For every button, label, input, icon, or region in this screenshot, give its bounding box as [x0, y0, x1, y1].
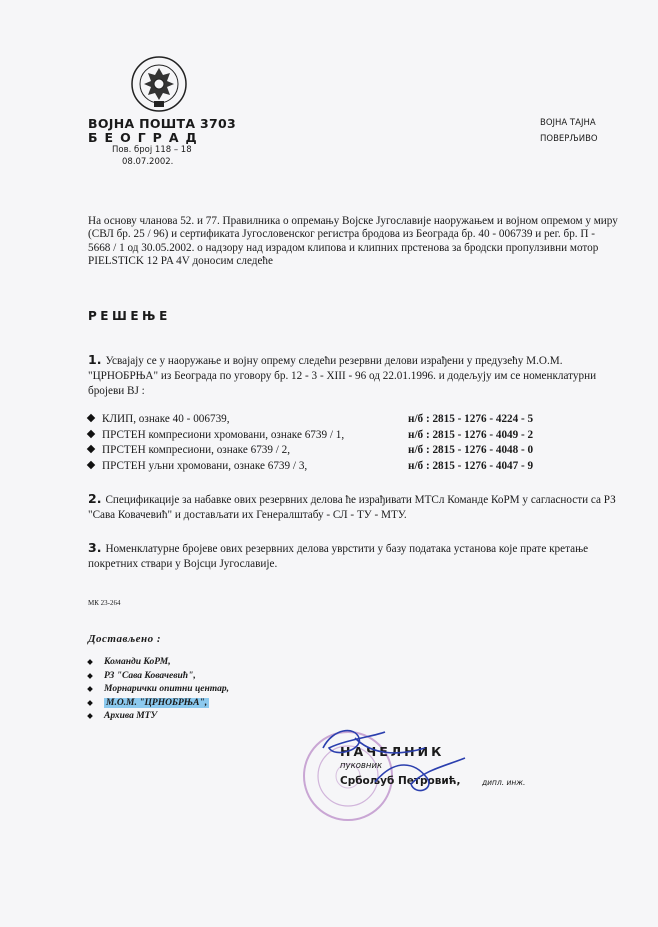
bullet-icon: [87, 659, 93, 665]
part-stock-number: н/б : 2815 - 1276 - 4224 - 5: [408, 413, 534, 425]
part-stock-number: н/б : 2815 - 1276 - 4048 - 0: [408, 444, 534, 456]
bullet-icon: [87, 700, 93, 706]
parts-list-item: [88, 429, 628, 445]
distribution-recipient-highlighted: М.О.М. "ЦРНОБРЊА",: [106, 697, 208, 708]
distribution-recipient: Архива МТУ: [104, 711, 158, 721]
signatory-rank: пуковник: [340, 761, 383, 771]
classification-confidential: ПОВЕРЉИВО: [540, 134, 598, 144]
part-description: КЛИП, ознаке 40 - 006739,: [102, 413, 230, 425]
decision-heading: РЕШЕЊЕ: [88, 309, 171, 323]
parts-list-item: [88, 413, 628, 429]
organization-name: ВОЈНА ПОШТА 3703: [88, 116, 236, 131]
paragraph-2-number: 2.: [88, 491, 102, 506]
paragraph-1-text: Усвајају се у наоружање и војну опрему следећи резервни делови израђени у предузећу М.О.М. "ЦРНОБРЊА" из Београда по уговору бр. 12 - 3 - XIII - 96 од 22.01.1996. и додељују им се номенклатурни бројеви ВЈ :: [88, 355, 597, 397]
distribution-recipient: Морнарички опитни центар,: [104, 684, 230, 694]
intro-paragraph: На основу чланова 52. и 77. Правилника о опремању Војске Југославије наоружањем и војном опремом у миру (СВЛ бр. 25 / 96) и сертификата Југословенског регистра бродова из Београда бр. 40 - 006739 и рег. бр. П - 5668 / 1 од 30.05.2002. о надзору над израдом клипова и клипних прстенова за бродски пропулзивни мотор PIELSTICK 12 PA 4V доносим следеће: [88, 215, 618, 267]
parts-list-item: [88, 444, 628, 460]
paragraph-1-number: 1.: [88, 352, 102, 367]
paragraph-2: [88, 491, 618, 523]
paragraph-3-number: 3.: [88, 540, 102, 555]
handwritten-signature: [315, 718, 485, 798]
part-description: ПРСТЕН компресиони хромовани, ознаке 6739 / 1,: [102, 428, 345, 441]
distribution-recipient: РЗ "Сава Ковачевић",: [104, 670, 196, 681]
signatory-name: Србољуб Петровић,: [340, 775, 461, 787]
bullet-icon: [87, 429, 95, 437]
paragraph-2-text: Спецификације за набавке ових резервних делова ће израђивати МТСл Команде КоРМ у сагласности са РЗ "Сава Ковачевић" и достављати их Генералштабу - СЛ - ТУ - МТУ.: [88, 494, 616, 521]
paragraph-3: [88, 540, 618, 572]
distribution-recipient: Команди КоРМ,: [104, 657, 171, 667]
coat-of-arms-emblem: [130, 55, 188, 113]
parts-list: [88, 413, 628, 475]
bullet-icon: [87, 414, 95, 422]
part-stock-number: н/б : 2815 - 1276 - 4047 - 9: [408, 459, 534, 472]
bullet-icon: [87, 713, 93, 719]
signatory-degree: дипл. инж.: [482, 778, 526, 787]
reference-number: Пов. број 118 – 18: [112, 145, 192, 155]
bullet-icon: [87, 460, 95, 468]
bullet-icon: [87, 673, 93, 679]
part-description: ПРСТЕН уљни хромовани, ознаке 6739 / 3,: [102, 459, 308, 472]
mk-code: МК 23-264: [88, 599, 121, 607]
part-description: ПРСТЕН компресиони, ознаке 6739 / 2,: [102, 444, 291, 456]
part-stock-number: н/б : 2815 - 1276 - 4049 - 2: [408, 428, 534, 441]
paragraph-3-text: Номенклатурне бројеве ових резервних делова уврстити у базу података установа које прате кретање покретних ствари у Војсци Југославије.: [88, 543, 589, 570]
classification-military-secret: ВОЈНА ТАЈНА: [540, 118, 596, 128]
organization-city: БЕОГРАД: [88, 130, 204, 145]
bullet-icon: [87, 445, 95, 453]
parts-list-item: [88, 460, 628, 476]
delivered-heading: Достављено :: [88, 633, 162, 645]
bullet-icon: [87, 686, 93, 692]
signatory-title: НАЧЕЛНИК: [340, 744, 445, 759]
document-date: 08.07.2002.: [122, 157, 174, 167]
paragraph-1: [88, 352, 618, 399]
